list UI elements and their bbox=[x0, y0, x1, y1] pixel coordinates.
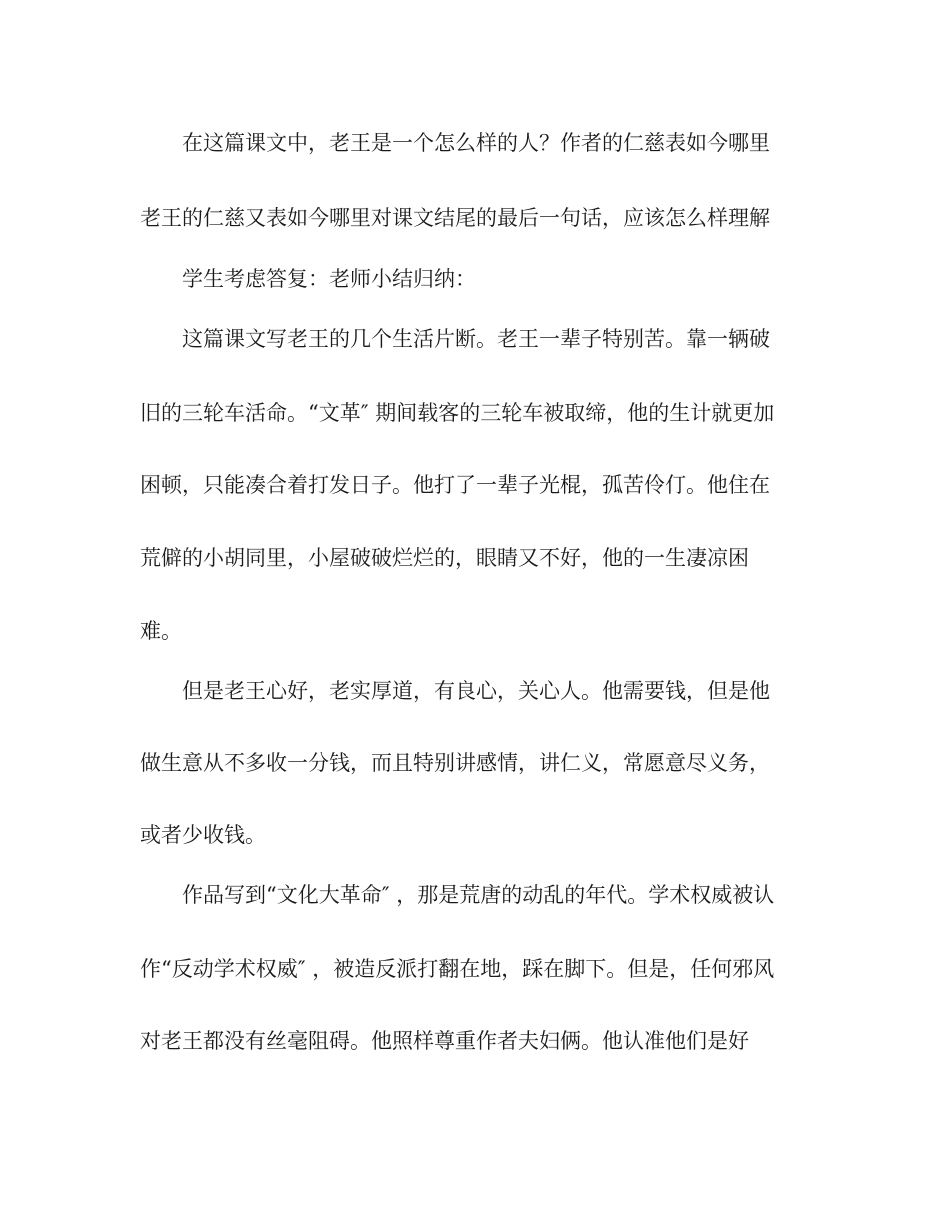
text-line: 荒僻的小胡同里，小屋破破烂烂的，眼睛又不好，他的一生凄凉困 bbox=[140, 546, 749, 570]
text-line: 旧的三轮车活命。“文革″ 期间载客的三轮车被取缔，他的生计就更加 bbox=[140, 401, 775, 425]
text-line: 难。 bbox=[140, 619, 182, 643]
text-line: 或者少收钱。 bbox=[140, 823, 266, 847]
text-line: 这篇课文写老王的几个生活片断。老王一辈子特别苦。靠一辆破 bbox=[182, 327, 770, 351]
text-line: 老王的仁慈又表如今哪里对课文结尾的最后一句话，应该怎么样理解 bbox=[140, 206, 770, 230]
text-line: 在这篇课文中，老王是一个怎么样的人？作者的仁慈表如今哪里 bbox=[182, 131, 770, 155]
text-line: 学生考虑答复：老师小结归纳： bbox=[182, 267, 476, 291]
text-line: 作品写到“文化大革命″ ，那是荒唐的动乱的年代。学术权威被认 bbox=[182, 883, 775, 907]
text-line: 对老王都没有丝毫阻碍。他照样尊重作者夫妇俩。他认准他们是好 bbox=[140, 1029, 749, 1053]
text-line: 做生意从不多收一分钱，而且特别讲感情，讲仁义，常愿意尽义务， bbox=[140, 751, 770, 775]
text-line: 困顿，只能凑合着打发日子。他打了一辈子光棍，孤苦伶仃。他住在 bbox=[140, 473, 770, 497]
text-line: 作“反动学术权威″ ，被造反派打翻在地，踩在脚下。但是，任何邪风 bbox=[140, 957, 775, 981]
text-line: 但是老王心好，老实厚道，有良心，关心人。他需要钱，但是他 bbox=[182, 679, 770, 703]
